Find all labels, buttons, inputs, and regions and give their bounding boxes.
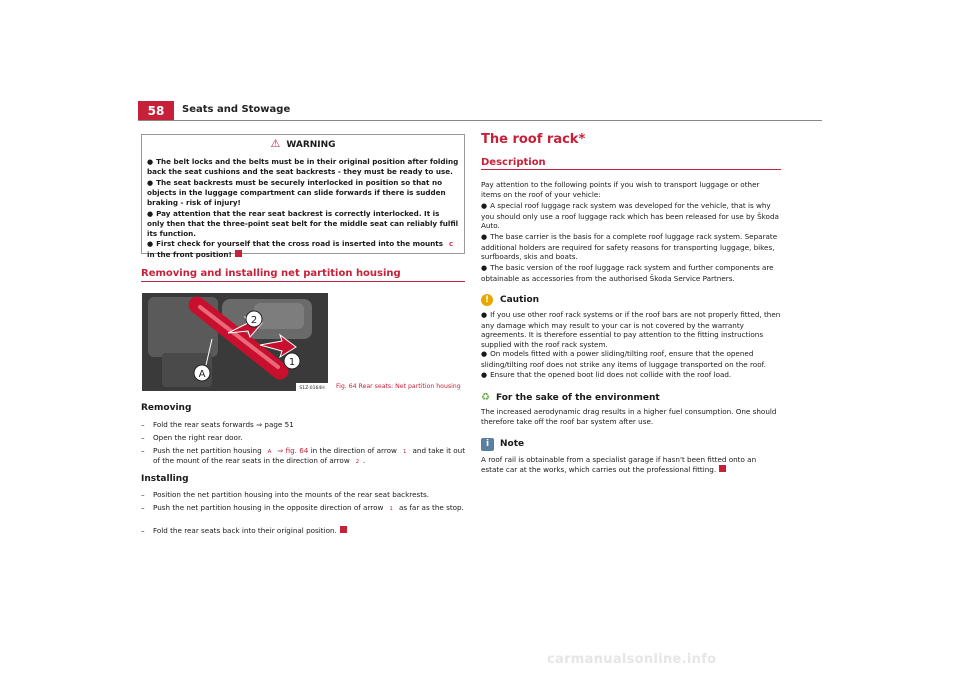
warning-item: ● Pay attention that the rear seat backrest is correctly interlocked. It is only then that the three-point seat belt for the middle seat can reliably fulfil its function. (147, 208, 459, 238)
bullet-icon: ● (147, 209, 154, 218)
bullet-icon: ● (481, 350, 488, 358)
warning-item: ● The belt locks and the belts must be in their original position after folding back the seat cushions and the seat backrests - they must be ready to use. (147, 156, 459, 177)
letter-box-1: 1 (402, 449, 407, 455)
figure-label-a: A (198, 369, 206, 380)
roof-rack-item: ● The base carrier is the basis for a complete roof luggage rack system. Separate additional holders are required for safety reasons for transporting luggage, bikes, surfboards, skis and boats. (481, 232, 778, 262)
info-icon: i (481, 438, 494, 451)
removing-step-3: – Push the net partition housing A ⇒ fig. 64 in the direction of arrow 1 and take it out of the mount of the rear seats in the direction of arrow 2 . (141, 446, 466, 465)
installing-step-2: – Push the net partition housing in the opposite direction of arrow 1 as far as the stop. (141, 503, 464, 512)
figure-illustration (142, 293, 328, 391)
environment-leaf-icon: ♻ (481, 392, 490, 403)
roof-rack-item: ● The basic version of the roof luggage rack system and further components are obtainable as accessories from the authorised Škoda Service Partners. (481, 263, 774, 283)
removing-step-1: – Fold the rear seats forwards ⇒ page 51 (141, 420, 294, 429)
watermark: carmanualsonline.info (547, 652, 717, 667)
caution-title: Caution (500, 295, 540, 305)
end-mark-icon (235, 250, 242, 257)
warning-title: WARNING (286, 140, 336, 150)
warning-item: ● First check for yourself that the cross road is inserted into the mounts C in the front position! (147, 239, 459, 259)
roof-rack-intro: Pay attention to the following points if you wish to transport luggage or other items on the roof of your vehicle: (481, 180, 760, 199)
installing-step-1: – Position the net partition housing into the mounts of the rear seat backrests. (141, 490, 430, 499)
bullet-icon: ● (147, 157, 154, 166)
bullet-icon: ● (481, 264, 488, 272)
page-number: 58 (138, 101, 174, 121)
figure-code: S1Z-0164H (299, 386, 325, 391)
caution-item: ● On models fitted with a power sliding/tilting roof, ensure that the opened sliding/tilting roof does not strike any items of luggage transported on the roof. (481, 349, 766, 369)
warning-triangle-icon: ⚠ (270, 137, 281, 150)
letter-box-2: 2 (355, 459, 360, 465)
letter-box-1: 1 (389, 506, 393, 512)
removing-title: Removing (141, 403, 192, 413)
warning-item: ● The seat backrests must be securely interlocked in position so that no objects in the luggage compartment can slide forwards if there is sudden braking - risk of injury! (147, 177, 446, 207)
bullet-icon: ● (147, 178, 154, 187)
note-text: A roof rail is obtainable from a specialist garage if hasn't been fitted onto an estate car at the works, which carries out the professional fitting. (481, 455, 757, 474)
header-rule (138, 120, 822, 121)
page-ref: ⇒ page 51 (256, 420, 294, 429)
figure-caption: Fig. 64 Rear seats: Net partition housing (336, 383, 461, 390)
bullet-icon: ● (481, 371, 488, 379)
warning-header (147, 139, 459, 151)
figure-label-2: 2 (250, 315, 258, 326)
end-mark-icon (340, 526, 347, 533)
end-mark-icon (719, 465, 726, 472)
caution-exclamation-icon: ! (481, 294, 493, 306)
figure-ref-link[interactable]: ⇒ fig. 64 (277, 446, 309, 455)
warning-box (141, 134, 465, 259)
environment-text: The increased aerodynamic drag results in a higher fuel consumption. One should therefore take off the roof bar system after use. (481, 407, 777, 426)
bullet-icon: ● (481, 202, 488, 210)
environment-title: For the sake of the environment (495, 393, 660, 403)
figure-net-partition-housing (142, 293, 328, 391)
caution-item: ● If you use other roof rack systems or if the roof bars are not properly fitted, then any damage which may result to your car is not covered by the warranty agreements. It is therefore essential to pay attention to the fitting instructions supplied with the roof rack system. (481, 310, 781, 349)
running-title: Seats and Stowage (182, 104, 291, 115)
note-header (481, 438, 524, 451)
environment-header (481, 392, 660, 403)
caution-header (481, 294, 539, 306)
description-title: Description (481, 157, 546, 168)
roof-rack-item: ● A special roof luggage rack system was developed for the vehicle, that is why you should only use a roof luggage rack which has been released for use by Škoda Auto. (481, 201, 779, 231)
installing-step-3: – Fold the rear seats back into their original position. (141, 526, 467, 536)
roof-rack-title: The roof rack* (481, 132, 586, 147)
bullet-icon: ● (147, 240, 154, 249)
bullet-icon: ● (481, 233, 488, 241)
removing-step-2: – Open the right rear door. (141, 433, 243, 442)
section-rule (481, 169, 781, 170)
letter-box-a: A (267, 449, 272, 455)
figure-label-1: 1 (288, 357, 296, 368)
bullet-icon: ● (481, 311, 488, 319)
section-rule (141, 281, 465, 282)
note-title: Note (500, 439, 525, 449)
caution-item: ● Ensure that the opened boot lid does not collide with the roof load. (481, 370, 732, 379)
installing-title: Installing (141, 474, 189, 484)
section-title-net-partition: Removing and installing net partition housing (141, 268, 401, 279)
letter-box-c: C (448, 242, 454, 249)
